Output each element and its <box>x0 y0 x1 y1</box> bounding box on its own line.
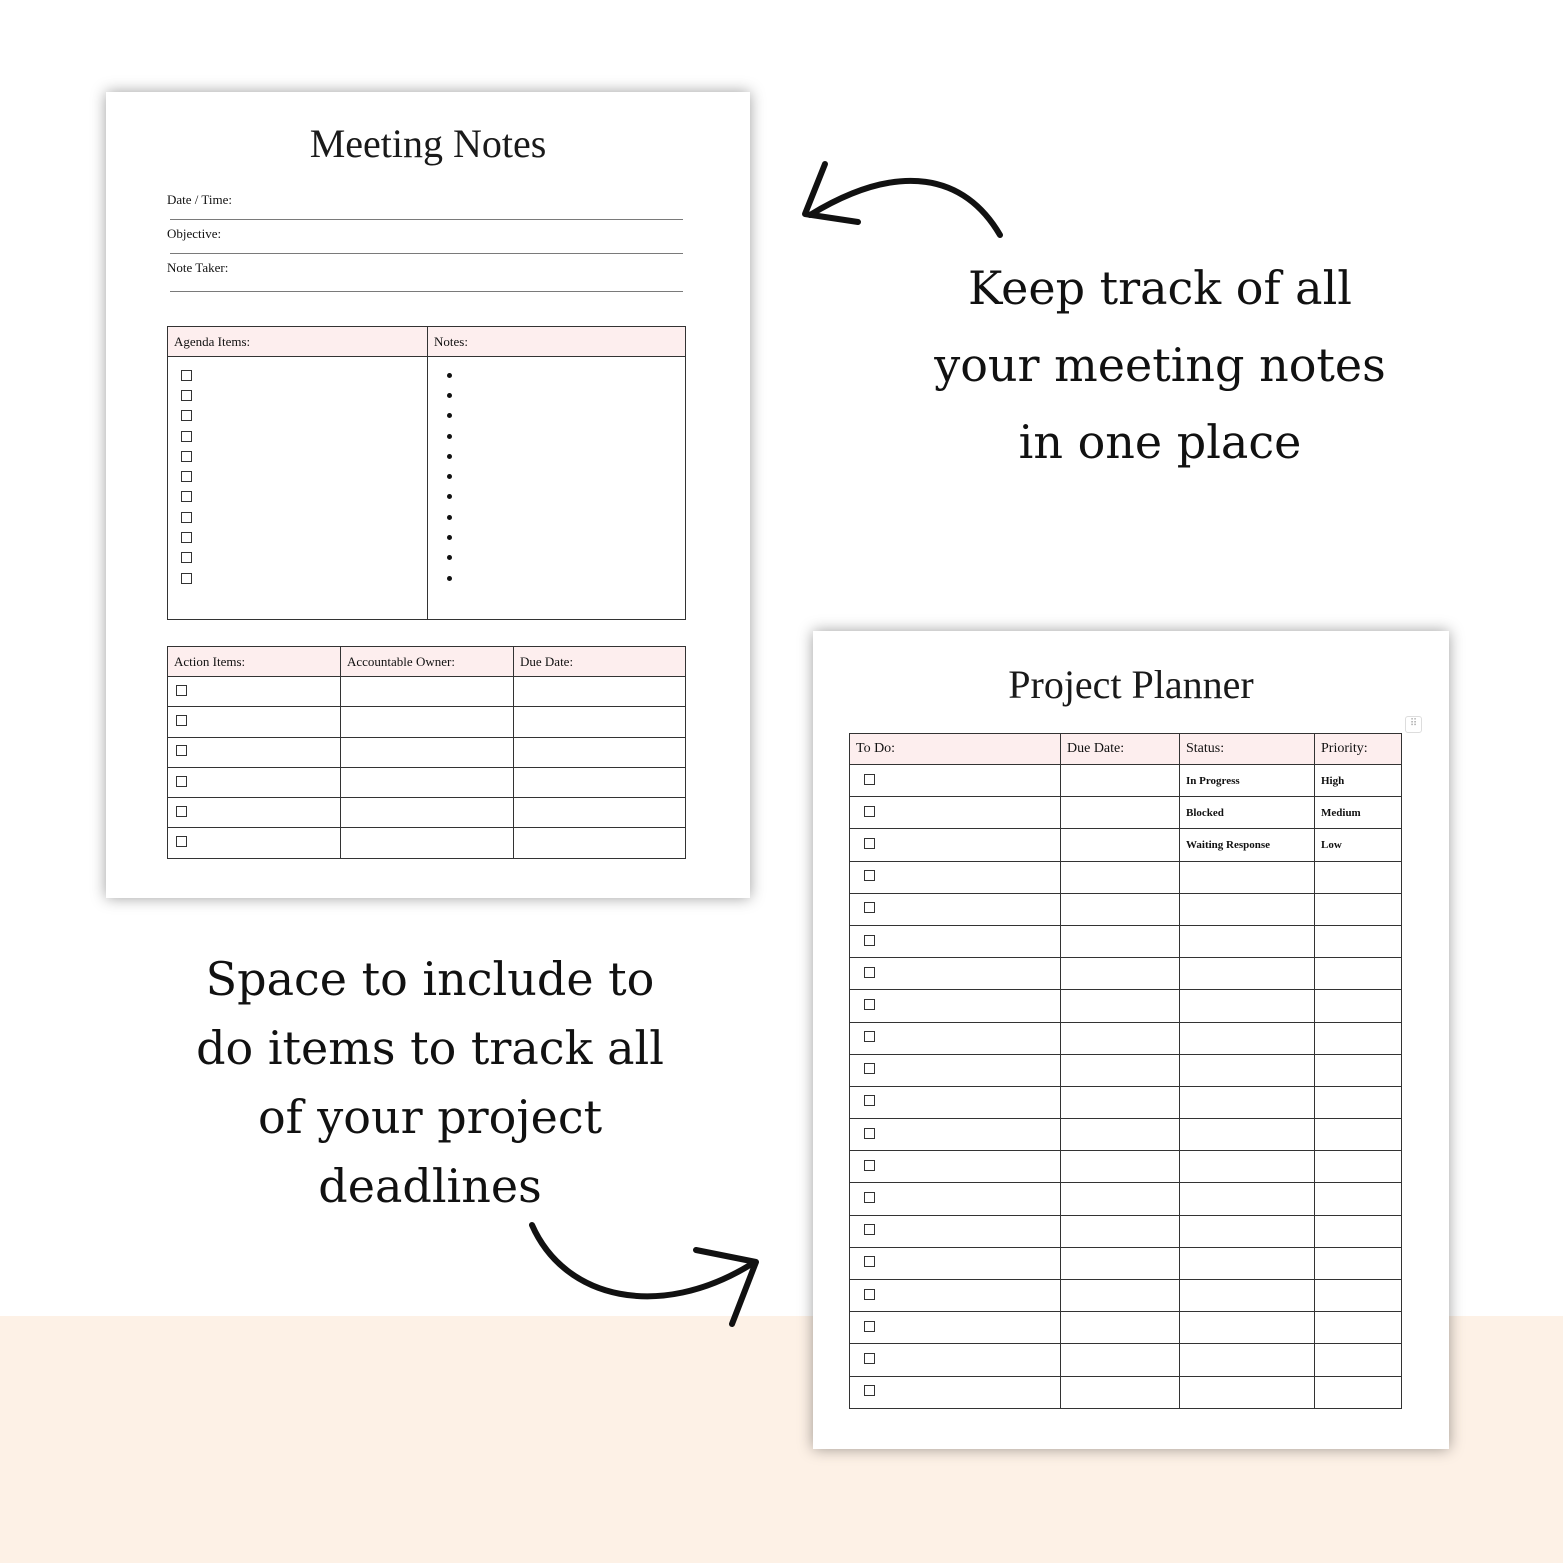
action-item-row <box>168 798 686 828</box>
priority-cell[interactable] <box>1315 1183 1402 1215</box>
todo-cell[interactable] <box>850 797 1061 829</box>
action-item-cell[interactable] <box>168 707 341 737</box>
action-item-cell[interactable] <box>168 767 341 797</box>
todo-cell[interactable] <box>850 1376 1061 1408</box>
due-date-cell[interactable] <box>1061 1151 1180 1183</box>
checkbox-icon[interactable] <box>864 1321 875 1332</box>
date-time-label: Date / Time: <box>167 192 233 207</box>
todo-cell[interactable] <box>850 861 1061 893</box>
checkbox-icon[interactable] <box>181 552 192 563</box>
project-row <box>850 990 1402 1022</box>
checkbox-icon[interactable] <box>176 685 187 696</box>
checkbox-icon[interactable] <box>864 1192 875 1203</box>
action-item-cell[interactable] <box>168 737 341 767</box>
caption-left-line: do items to track all <box>196 1021 664 1075</box>
due-date-cell[interactable] <box>1061 1215 1180 1247</box>
caption-right-line: in one place <box>1018 415 1302 469</box>
agenda-notes-table <box>167 326 686 620</box>
meeting-notes-sheet <box>106 92 750 898</box>
arrow-to-meeting-notes-icon <box>780 150 1020 260</box>
checkbox-icon[interactable] <box>864 1256 875 1267</box>
bullet-icon <box>447 535 452 540</box>
checkbox-icon[interactable] <box>864 1031 875 1042</box>
status-cell[interactable]: Waiting Response <box>1180 829 1315 861</box>
bullet-icon <box>447 373 452 378</box>
project-row <box>850 765 1402 797</box>
todo-cell[interactable] <box>850 958 1061 990</box>
project-row <box>850 829 1402 861</box>
note-bullet-item <box>428 385 685 405</box>
status-header: Status: <box>1180 734 1315 765</box>
agenda-item <box>168 426 427 446</box>
due-date-header: Due Date: <box>1061 734 1180 765</box>
todo-cell[interactable] <box>850 1119 1061 1151</box>
action-items-table <box>167 646 686 859</box>
priority-cell[interactable] <box>1315 925 1402 957</box>
arrow-to-project-planner-icon <box>520 1210 780 1340</box>
priority-cell[interactable] <box>1315 958 1402 990</box>
priority-cell[interactable] <box>1315 1054 1402 1086</box>
project-row <box>850 893 1402 925</box>
bullet-icon <box>447 393 452 398</box>
project-row <box>850 861 1402 893</box>
due-date-cell[interactable] <box>1061 925 1180 957</box>
status-cell[interactable]: In Progress <box>1180 765 1315 797</box>
bullet-icon <box>447 434 452 439</box>
checkbox-icon[interactable] <box>864 806 875 817</box>
status-cell[interactable] <box>1180 1280 1315 1312</box>
priority-cell[interactable] <box>1315 1312 1402 1344</box>
agenda-items-cell <box>168 357 428 620</box>
agenda-item <box>168 466 427 486</box>
project-row <box>850 1151 1402 1183</box>
action-due-date-cell[interactable] <box>514 707 686 737</box>
project-row <box>850 958 1402 990</box>
todo-cell[interactable] <box>850 765 1061 797</box>
priority-cell[interactable] <box>1315 1086 1402 1118</box>
action-item-cell[interactable] <box>168 677 341 707</box>
note-bullet-item <box>428 487 685 507</box>
priority-cell[interactable] <box>1315 1280 1402 1312</box>
priority-cell[interactable] <box>1315 1151 1402 1183</box>
priority-cell[interactable] <box>1315 1022 1402 1054</box>
due-date-cell[interactable] <box>1061 958 1180 990</box>
checkbox-icon[interactable] <box>864 967 875 978</box>
project-planner-sheet <box>813 631 1449 1449</box>
bullet-icon <box>447 576 452 581</box>
status-cell[interactable] <box>1180 1119 1315 1151</box>
note-bullet-item <box>428 548 685 568</box>
due-date-cell[interactable] <box>1061 765 1180 797</box>
due-date-cell[interactable] <box>1061 1086 1180 1118</box>
due-date-cell[interactable] <box>1061 1247 1180 1279</box>
owner-cell[interactable] <box>341 767 514 797</box>
caption-left-line: Space to include to <box>205 952 655 1006</box>
agenda-item <box>168 385 427 405</box>
note-bullet-item <box>428 365 685 385</box>
bullet-icon <box>447 413 452 418</box>
meeting-notes-title: Meeting Notes <box>309 121 547 166</box>
project-row <box>850 1312 1402 1344</box>
todo-cell[interactable] <box>850 1086 1061 1118</box>
priority-cell[interactable] <box>1315 861 1402 893</box>
agenda-checkbox-list <box>168 365 427 588</box>
owner-cell[interactable] <box>341 828 514 858</box>
date-time-line[interactable] <box>170 219 683 220</box>
checkbox-icon[interactable] <box>181 491 192 502</box>
due-date-cell[interactable] <box>1061 893 1180 925</box>
status-cell[interactable] <box>1180 1215 1315 1247</box>
status-cell[interactable] <box>1180 1151 1315 1183</box>
note-taker-label: Note Taker: <box>167 260 229 275</box>
checkbox-icon[interactable] <box>181 532 192 543</box>
project-row <box>850 1376 1402 1408</box>
status-cell[interactable] <box>1180 1086 1315 1118</box>
action-item-cell[interactable] <box>168 798 341 828</box>
action-item-row <box>168 737 686 767</box>
checkbox-icon[interactable] <box>181 410 192 421</box>
todo-cell[interactable] <box>850 990 1061 1022</box>
status-cell[interactable] <box>1180 1054 1315 1086</box>
checkbox-icon[interactable] <box>864 999 875 1010</box>
checkbox-icon[interactable] <box>864 1385 875 1396</box>
objective-line[interactable] <box>170 253 683 254</box>
owner-cell[interactable] <box>341 677 514 707</box>
priority-cell[interactable] <box>1315 990 1402 1022</box>
caption-project-planner <box>150 945 710 1221</box>
todo-cell[interactable] <box>850 925 1061 957</box>
project-row <box>850 1344 1402 1376</box>
agenda-item <box>168 406 427 426</box>
due-date-cell[interactable] <box>1061 1183 1180 1215</box>
due-date-cell[interactable] <box>1061 1280 1180 1312</box>
priority-cell[interactable] <box>1315 1247 1402 1279</box>
note-bullet-item <box>428 507 685 527</box>
todo-cell[interactable] <box>850 1215 1061 1247</box>
todo-cell[interactable] <box>850 1344 1061 1376</box>
agenda-item <box>168 365 427 385</box>
due-date-cell[interactable] <box>1061 1344 1180 1376</box>
project-row <box>850 1086 1402 1118</box>
project-row <box>850 1119 1402 1151</box>
checkbox-icon[interactable] <box>176 715 187 726</box>
checkbox-icon[interactable] <box>176 745 187 756</box>
caption-meeting-notes <box>880 250 1440 481</box>
checkbox-icon[interactable] <box>181 390 192 401</box>
checkbox-icon[interactable] <box>176 836 187 847</box>
action-item-row <box>168 677 686 707</box>
todo-cell[interactable] <box>850 1312 1061 1344</box>
status-cell[interactable] <box>1180 893 1315 925</box>
note-taker-line[interactable] <box>170 291 683 292</box>
priority-cell[interactable] <box>1315 1119 1402 1151</box>
project-planner-table <box>849 733 1402 1409</box>
bullet-icon <box>447 454 452 459</box>
bullet-icon <box>447 555 452 560</box>
note-bullet-item <box>428 466 685 486</box>
todo-cell[interactable] <box>850 1151 1061 1183</box>
action-item-row <box>168 707 686 737</box>
owner-cell[interactable] <box>341 737 514 767</box>
status-cell[interactable] <box>1180 1022 1315 1054</box>
checkbox-icon[interactable] <box>864 774 875 785</box>
priority-cell[interactable] <box>1315 1376 1402 1408</box>
todo-cell[interactable] <box>850 1022 1061 1054</box>
todo-cell[interactable] <box>850 1054 1061 1086</box>
todo-cell[interactable] <box>850 893 1061 925</box>
priority-cell[interactable]: High <box>1315 765 1402 797</box>
checkbox-icon[interactable] <box>864 838 875 849</box>
status-cell[interactable] <box>1180 925 1315 957</box>
due-date-cell[interactable] <box>1061 797 1180 829</box>
caption-left-line: deadlines <box>318 1159 542 1213</box>
due-date-cell[interactable] <box>1061 1312 1180 1344</box>
owner-cell[interactable] <box>341 707 514 737</box>
checkbox-icon[interactable] <box>181 370 192 381</box>
project-row <box>850 1022 1402 1054</box>
due-date-cell[interactable] <box>1061 861 1180 893</box>
status-cell[interactable] <box>1180 958 1315 990</box>
project-row <box>850 925 1402 957</box>
priority-cell[interactable] <box>1315 1344 1402 1376</box>
checkbox-icon[interactable] <box>864 1128 875 1139</box>
due-date-cell[interactable] <box>1061 829 1180 861</box>
due-date-cell[interactable] <box>1061 1022 1180 1054</box>
status-cell[interactable]: Blocked <box>1180 797 1315 829</box>
priority-cell[interactable]: Low <box>1315 829 1402 861</box>
agenda-item <box>168 487 427 507</box>
checkbox-icon[interactable] <box>181 512 192 523</box>
caption-right-line: your meeting notes <box>934 338 1386 392</box>
checkbox-icon[interactable] <box>181 471 192 482</box>
checkbox-icon[interactable] <box>864 870 875 881</box>
priority-cell[interactable] <box>1315 893 1402 925</box>
todo-header: To Do: <box>850 734 1061 765</box>
checkbox-icon[interactable] <box>864 1289 875 1300</box>
checkbox-icon[interactable] <box>864 1224 875 1235</box>
bullet-icon <box>447 474 452 479</box>
caption-left-line: of your project <box>257 1090 603 1144</box>
objective-label: Objective: <box>167 226 222 241</box>
due-date-cell[interactable] <box>1061 1119 1180 1151</box>
checkbox-icon[interactable] <box>181 431 192 442</box>
status-cell[interactable] <box>1180 1312 1315 1344</box>
action-item-row <box>168 828 686 858</box>
note-bullet-item <box>428 406 685 426</box>
due-date-cell[interactable] <box>1061 1054 1180 1086</box>
project-row <box>850 797 1402 829</box>
checkbox-icon[interactable] <box>176 806 187 817</box>
todo-cell[interactable] <box>850 829 1061 861</box>
note-bullet-item <box>428 426 685 446</box>
checkbox-icon[interactable] <box>864 1095 875 1106</box>
bullet-icon <box>447 494 452 499</box>
drag-handle-icon[interactable]: ⠿ <box>1405 716 1422 733</box>
project-row <box>850 1247 1402 1279</box>
agenda-items-header: Agenda Items: <box>168 327 428 357</box>
action-due-date-cell[interactable] <box>514 767 686 797</box>
checkbox-icon[interactable] <box>864 902 875 913</box>
agenda-item <box>168 548 427 568</box>
agenda-item <box>168 568 427 588</box>
due-date-cell[interactable] <box>1061 990 1180 1022</box>
action-due-date-cell[interactable] <box>514 737 686 767</box>
owner-cell[interactable] <box>341 798 514 828</box>
checkbox-icon[interactable] <box>864 1063 875 1074</box>
checkbox-icon[interactable] <box>864 1353 875 1364</box>
priority-cell[interactable] <box>1315 1215 1402 1247</box>
status-cell[interactable] <box>1180 1247 1315 1279</box>
accountable-owner-header: Accountable Owner: <box>341 647 514 677</box>
project-row <box>850 1183 1402 1215</box>
todo-cell[interactable] <box>850 1280 1061 1312</box>
agenda-item <box>168 527 427 547</box>
caption-right-line: Keep track of all <box>968 261 1352 315</box>
notes-header: Notes: <box>428 327 686 357</box>
action-due-date-cell[interactable] <box>514 828 686 858</box>
checkbox-icon[interactable] <box>176 776 187 787</box>
action-item-row <box>168 767 686 797</box>
project-row <box>850 1054 1402 1086</box>
note-bullet-item <box>428 527 685 547</box>
agenda-item <box>168 507 427 527</box>
checkbox-icon[interactable] <box>864 1160 875 1171</box>
action-due-date-cell[interactable] <box>514 677 686 707</box>
todo-cell[interactable] <box>850 1247 1061 1279</box>
status-cell[interactable] <box>1180 861 1315 893</box>
checkbox-icon[interactable] <box>864 935 875 946</box>
project-planner-title: Project Planner <box>1008 662 1254 707</box>
status-cell[interactable] <box>1180 1376 1315 1408</box>
project-row <box>850 1215 1402 1247</box>
todo-cell[interactable] <box>850 1183 1061 1215</box>
action-due-date-header: Due Date: <box>514 647 686 677</box>
priority-cell[interactable]: Medium <box>1315 797 1402 829</box>
notes-cell <box>428 357 686 620</box>
due-date-cell[interactable] <box>1061 1376 1180 1408</box>
checkbox-icon[interactable] <box>181 451 192 462</box>
note-bullet-item <box>428 568 685 588</box>
bullet-icon <box>447 515 452 520</box>
action-items-header: Action Items: <box>168 647 341 677</box>
project-row <box>850 1280 1402 1312</box>
agenda-item <box>168 446 427 466</box>
checkbox-icon[interactable] <box>181 573 192 584</box>
status-cell[interactable] <box>1180 990 1315 1022</box>
status-cell[interactable] <box>1180 1183 1315 1215</box>
priority-header: Priority: <box>1315 734 1402 765</box>
notes-bullet-list <box>428 365 685 588</box>
action-item-cell[interactable] <box>168 828 341 858</box>
action-due-date-cell[interactable] <box>514 798 686 828</box>
note-bullet-item <box>428 446 685 466</box>
status-cell[interactable] <box>1180 1344 1315 1376</box>
